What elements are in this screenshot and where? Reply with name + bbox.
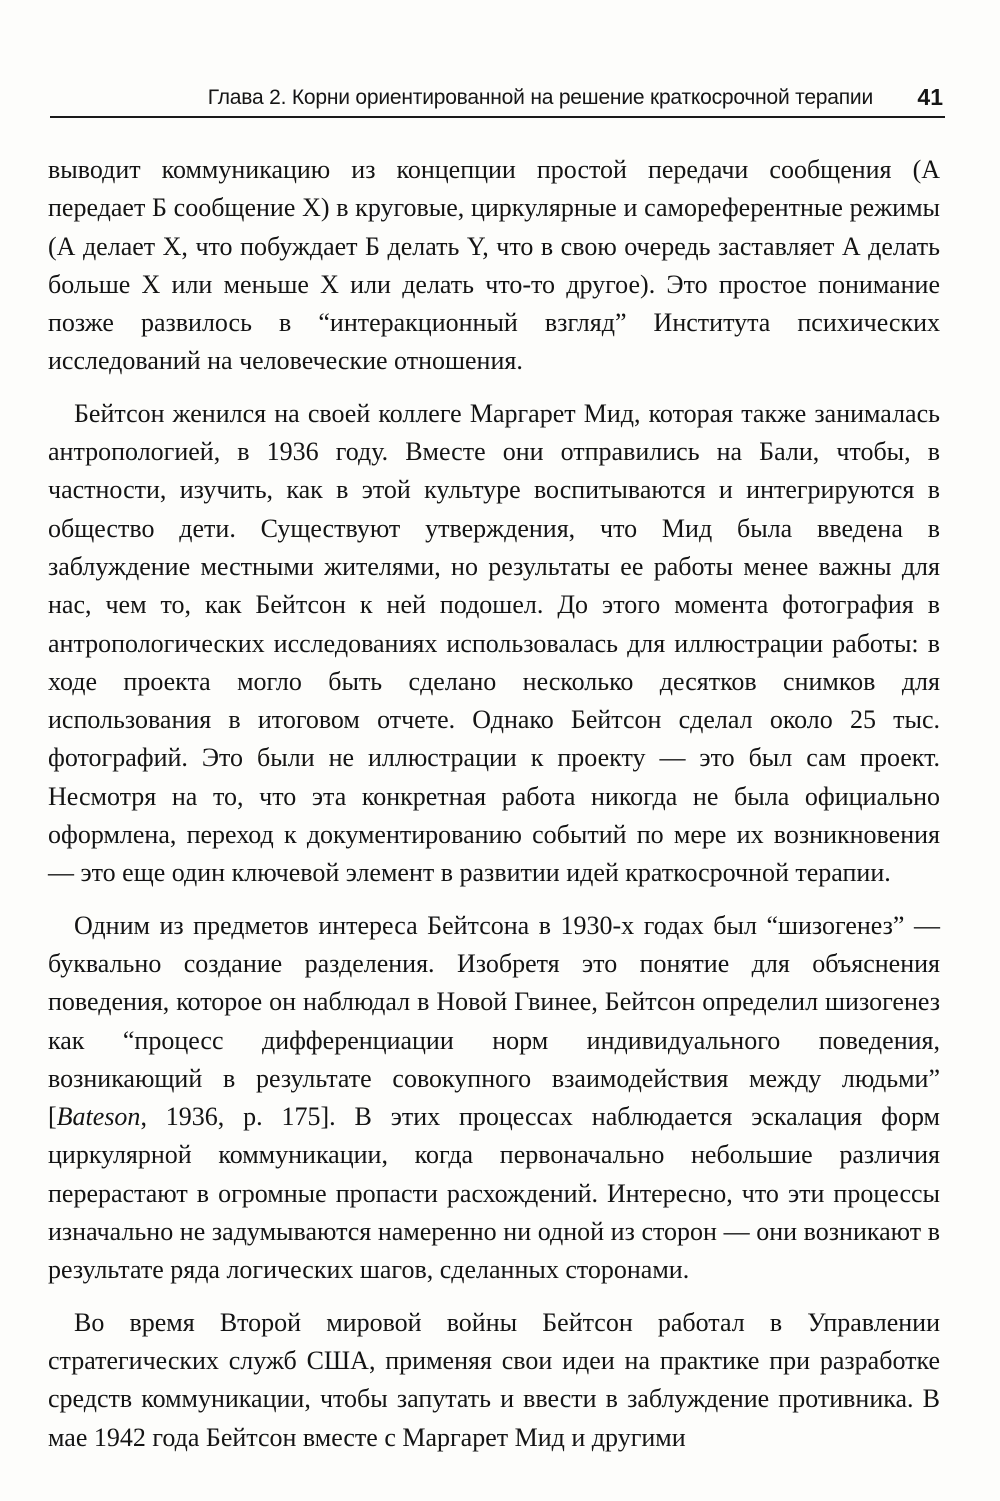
page-number: 41 [917, 84, 943, 110]
chapter-title: Глава 2. Корни ориентированной на решение краткосрочной терапии [207, 86, 873, 109]
paragraph-4: Во время Второй мировой войны Бейтсон работал в Управлении стратегических служб США, применяя свои идеи на практике при разработке средств коммуникации, чтобы запутать и ввести в заблуждение противника. В мае 1942 года Бейтсон вместе с Маргарет Мид и другими [48, 1307, 940, 1452]
body-text [48, 151, 940, 1457]
paragraph-3-text-end: , 1936, p. 175]. В этих процессах наблюдается эскалация форм циркулярной коммуникации, когда первоначально небольшие различия перерастают в огромные пропасти расхождений. Интересно, что эти процессы изначально не задумываются намеренно ни одной из сторон — они возникают в результате ряда логических шагов, сделанных сторонами. [48, 1102, 940, 1285]
citation-author: Bateson [56, 1102, 141, 1132]
paragraph-1: выводит коммуникацию из концепции простой передачи сообщения (А передает Б сообщение X) в круговые, циркулярные и самореферентные режимы (А делает X, что побуждает Б делать Y, что в свою очередь заставляет А делать больше X или меньше X или делать что-то другое). Это простое понимание позже развилось в “интеракционный взгляд” Института психических исследований на человеческие отношения. [48, 155, 940, 376]
running-header [50, 82, 945, 118]
paragraph-2: Бейтсон женился на своей коллеге Маргарет Мид, которая также занималась антропологией, в 1936 году. Вместе они отправились на Бали, чтобы, в частности, изучить, как в этой культуре воспитываются и интегрируются в общество дети. Существуют утверждения, что Мид была введена в заблуждение местными жителями, но результаты ее работы менее важны для нас, чем то, как Бейтсон к ней подошел. До этого момента фотография в антропологических исследованиях использовалась для иллюстрации работы: в ходе проекта могло быть сделано несколько десятков снимков для использования в итоговом отчете. Однако Бейтсон сделал около 25 тыс. фотографий. Это были не иллюстрации к проекту — это был сам проект. Несмотря на то, что эта конкретная работа никогда не была официально оформлена, переход к документированию событий по мере их возникновения — это еще один ключевой элемент в развитии идей краткосрочной терапии. [48, 398, 940, 888]
paragraph-3 [48, 907, 940, 1290]
paragraph-3-text-start: Одним из предметов интереса Бейтсона в 1930-х годах был “шизогенез” — буквально создание разделения. Изобретя это понятие для объяснения поведения, которое он наблюдал в Новой Гвинее, Бейтсон определил шизогенез как “процесс дифференциации норм индивидуального поведения, возникающий в результате совокупного взаимодействия между людьми” [ [48, 910, 940, 1132]
